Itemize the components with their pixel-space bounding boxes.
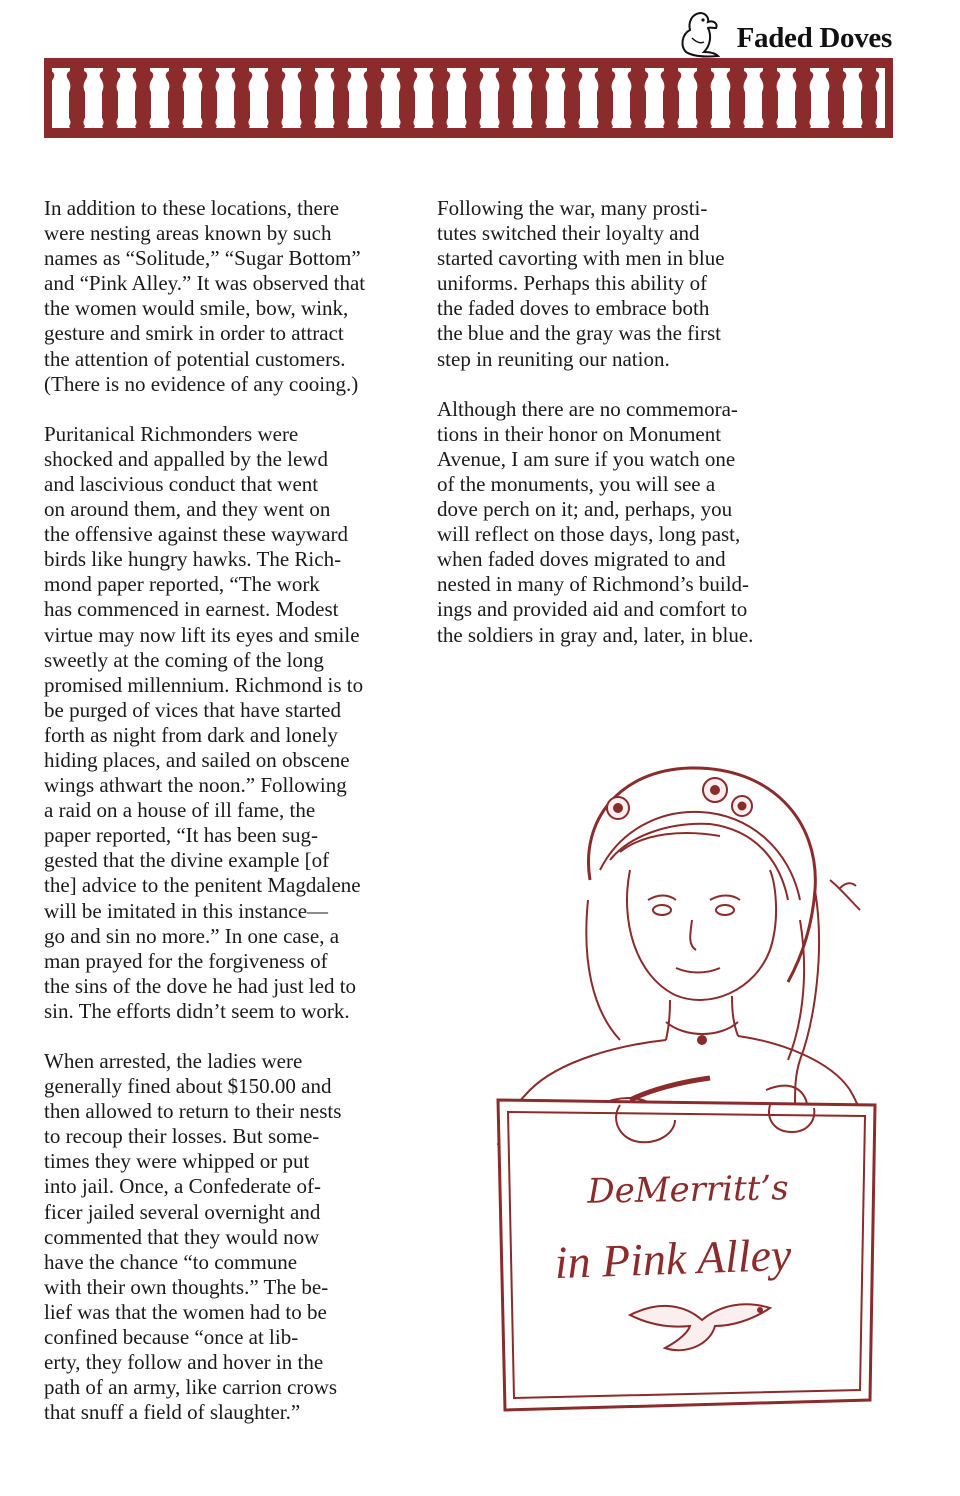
- left-column: [44, 196, 416, 1450]
- paragraph: Following the war, many prosti- tutes switched their loyalty and started cavorting with men in blue uniforms. Perhaps this ability of the faded doves to embrace both the blue and the gray was the first step in reuniting our nation.: [437, 196, 725, 371]
- paragraph: When arrested, the ladies were generally fined about $150.00 and then allowed to return to their nests to recoup their losses. But some- times they were whipped or put into jail. Once, a Confederate of- ficer jailed several overnight and commented that they would now have the chance “to commune with their own thoughts.” The be- lief was that the women had to be confined because “once at lib- erty, they follow and hover in the path of an army, like carrion crows that snuff a field of slaughter.”: [44, 1049, 342, 1425]
- dove-icon: [676, 8, 722, 58]
- chapter-title: Faded Doves: [736, 22, 892, 54]
- paragraph: Puritanical Richmonders were shocked and appalled by the lewd and lascivious conduct that went on around them, and they went on the offensive against these wayward birds like hungry hawks. The Rich- mond paper reported, “The work has commenced in earnest. Modest virtue may now lift its eyes and smile sweetly at the coming of the long promised millennium. Richmond is to be purged of vices that have started forth as night from dark and lonely hiding places, and sailed on obscene wings athwart the noon.” Following a raid on a house of ill fame, the paper reported, “It has been sug- gested that the divine example [of the] advice to the penitent Magdalene will be imitated in this instance— go and sin no more.” In one case, a man prayed for the forgiveness of the sins of the dove he had just led to sin. The efforts didn’t seem to work.: [44, 421, 364, 1023]
- paragraph: In addition to these locations, there were nesting areas known by such names as “Solitude,” “Sugar Bottom” and “Pink Alley.” It was observed that the women would smile, bow, wink, gesture and smirk in order to attract the attention of potential customers. (There is no evidence of any cooing.): [44, 196, 366, 396]
- paragraph: Although there are no commemora- tions in their honor on Monument Avenue, I am sure if you watch one of the monuments, you will see a dove perch on it; and, perhaps, you will reflect on those days, long past, when faded doves migrated to and nested in many of Richmond’s build- ings and provided aid and comfort to the soldiers in gray and, later, in blue.: [437, 396, 754, 647]
- sign-title-name: DeMerritt’s: [587, 1168, 789, 1212]
- right-column: [437, 196, 809, 673]
- woman-with-sign-illustration: [470, 760, 890, 1440]
- balustrade-ornament: [44, 58, 893, 138]
- sign-title-location: in Pink Alley: [553, 1228, 793, 1289]
